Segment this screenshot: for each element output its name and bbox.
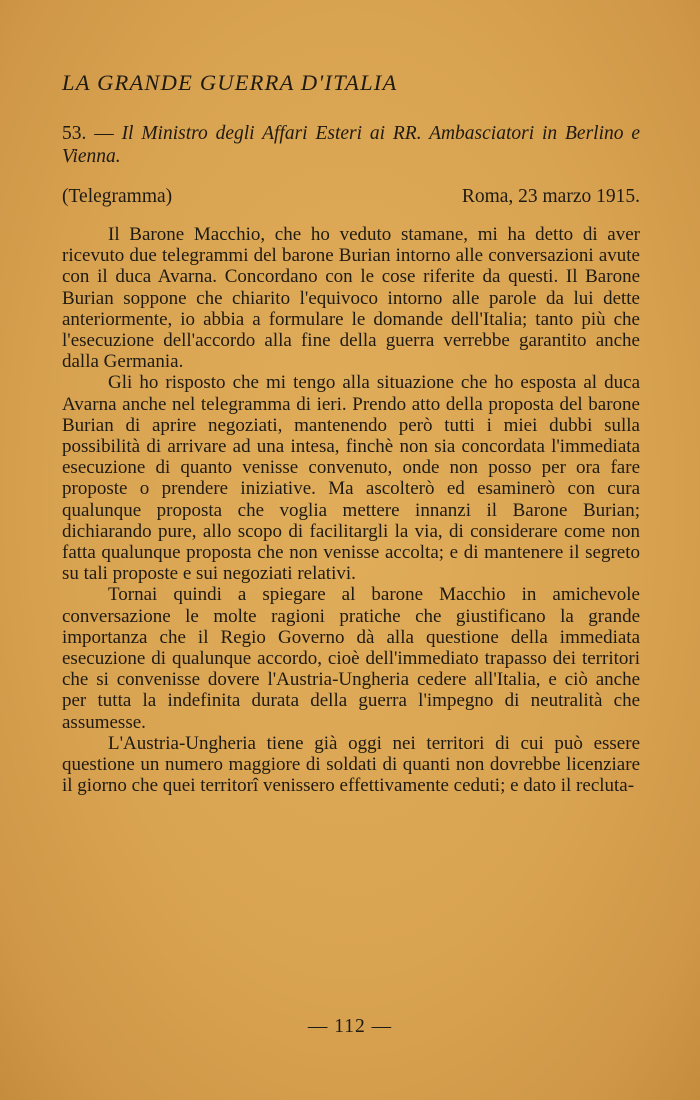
running-head: LA GRANDE GUERRA D'ITALIA — [62, 70, 398, 95]
paragraph: Gli ho risposto che mi tengo alla situazione che ho esposta al duca Avarna anche nel telegramma di ieri. Prendo atto della proposta del barone Burian di aprire negoziati, mantenendo però tutti i miei dubbi sulla possibilità di arrivare ad una intesa, finchè non sia concordata l'immediata esecuzione di quanto venisse convenuto, onde non posso per ora fare proposte o prendere iniziative. Ma ascolterò ed esaminerò con cura qualunque proposta che voglia mettere innanzi il Barone Burian; dichiarando pure, allo scopo di facilitargli la via, di considerare come non fatta qualunque proposta che non venisse accolta; e di mantenere il segreto su tali proposte e sui negoziati relativi. — [62, 372, 640, 585]
paragraph: Il Barone Macchio, che ho veduto stamane, mi ha detto di aver ricevuto due telegrammi del barone Burian intorno alle conversazioni avute con il duca Avarna. Concordano con le cose riferite da questi. Il Barone Burian soppone che chiarito l'equivoco intorno alle parole da lui dette anteriormente, io abbia a formulare le domande dell'Italia; tanto più che l'esecuzione dell'accordo alla fine della guerra verrebbe garantito anche dalla Germania. — [62, 224, 640, 373]
document-type: (Telegramma) — [62, 186, 173, 207]
document-heading — [62, 122, 640, 168]
place-date: Roma, 23 marzo 1915. — [461, 186, 640, 207]
paragraph: Tornai quindi a spiegare al barone Macchio in amichevole conversazione le molte ragioni pratiche che giustificano la grande importanza che il Regio Governo dà alla questione della immediata esecuzione di qualunque accordo, cioè dell'immediato trapasso dei territori che si convenisse dovere l'Austria-Ungheria cedere all'Italia, e ciò anche per tutta la indefinita durata della guerra l'impegno di neutralità che assumesse. — [62, 584, 640, 733]
page-body — [62, 70, 640, 796]
page-number: — 112 — — [307, 1016, 393, 1037]
document-number: 53. — — [62, 123, 114, 144]
paragraph: L'Austria-Ungheria tiene già oggi nei territori di cui può essere questione un numero maggiore di soldati di quanti non dovrebbe licenziare il giorno che quei territorî venissero effettivamente ceduti; e dato il recluta- — [62, 732, 640, 797]
dateline — [62, 185, 640, 209]
letter-body — [62, 224, 640, 796]
document-title: Il Ministro degli Affari Esteri ai RR. Ambasciatori in Berlino e Vienna. — [62, 123, 640, 167]
